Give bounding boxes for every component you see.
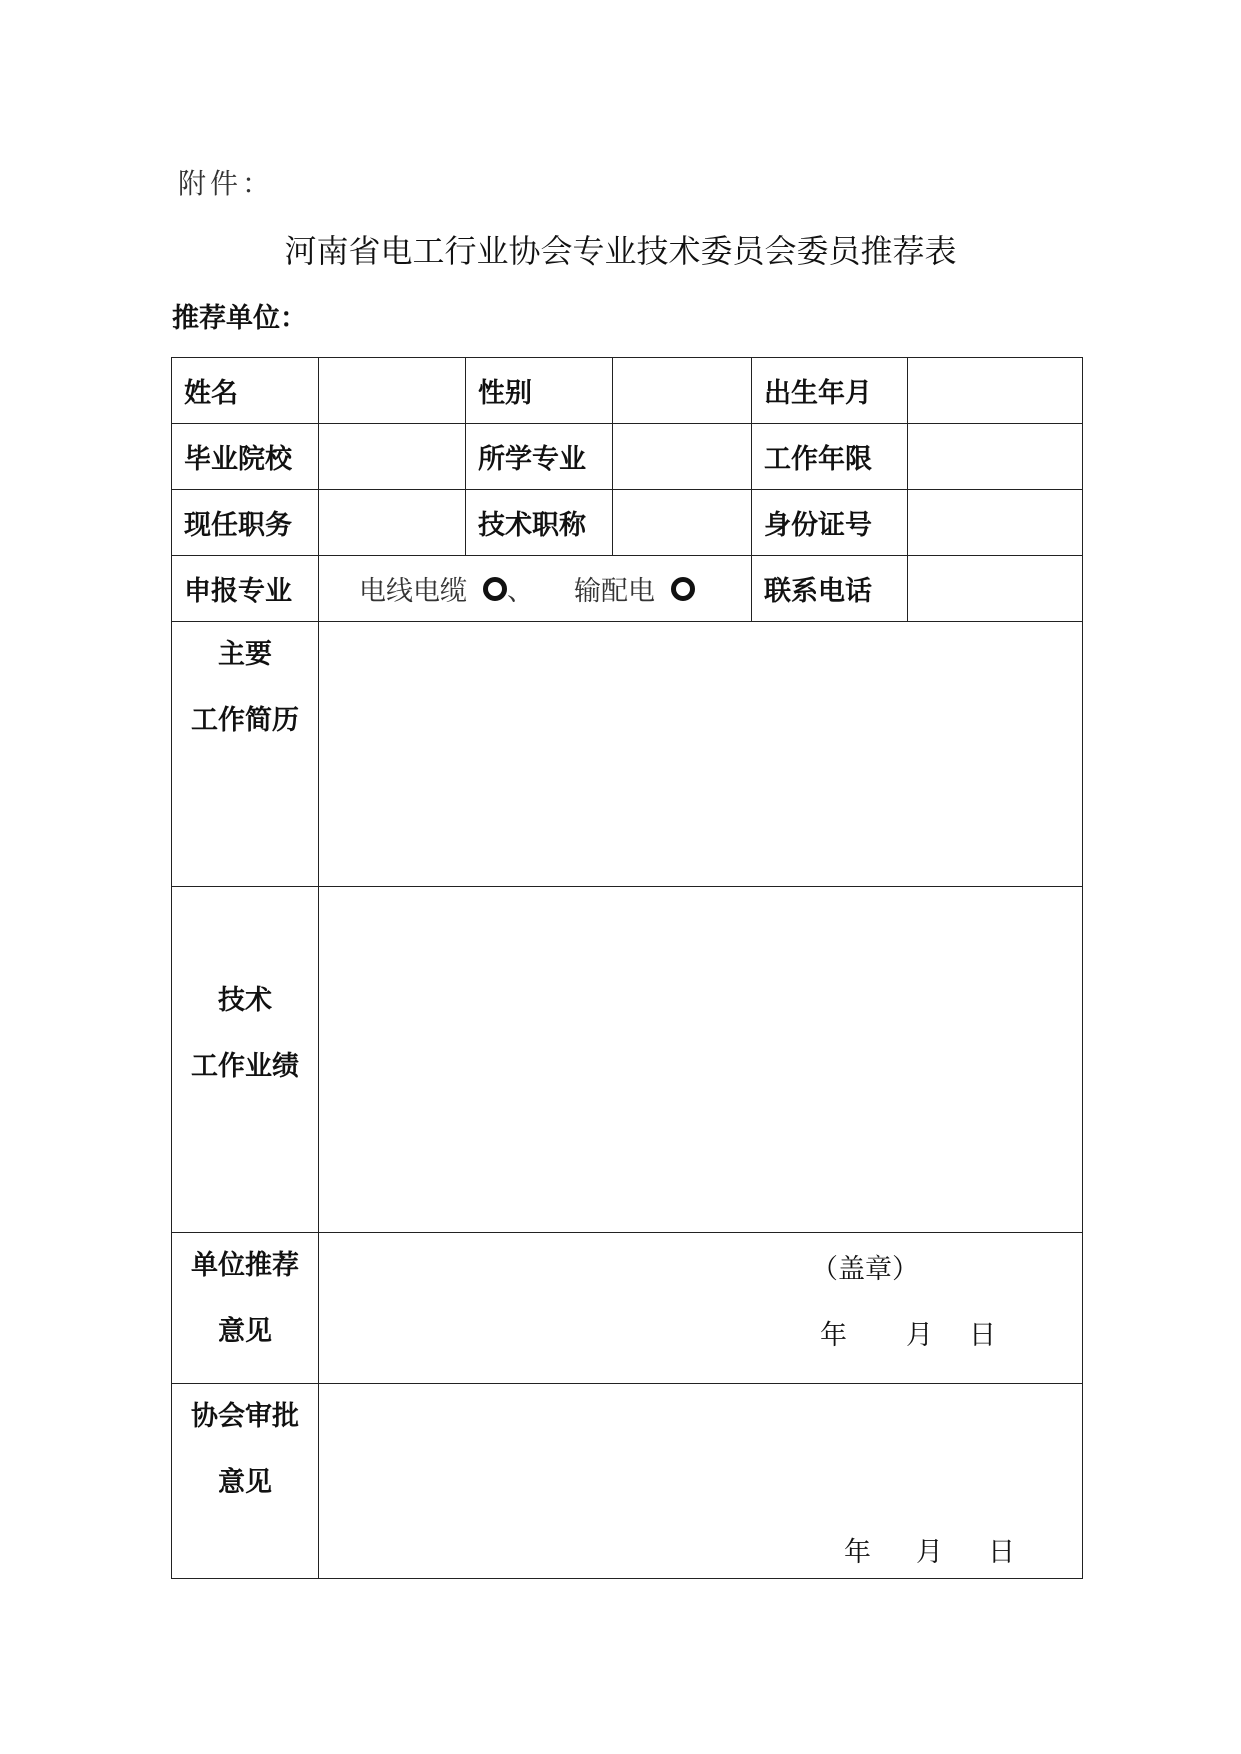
assoc-date-day: 日: [988, 1537, 1015, 1568]
unit-date-month: 月: [906, 1320, 933, 1351]
row-specialty: [172, 556, 1083, 622]
attachment-label: 附件：: [178, 167, 275, 200]
page-title: 河南省电工行业协会专业技术委员会委员推荐表: [284, 232, 957, 270]
birth-date-field[interactable]: [908, 358, 1083, 424]
phone-label: 联系电话: [752, 556, 908, 622]
row-position: [172, 490, 1083, 556]
position-field[interactable]: [319, 490, 466, 556]
birth-date-label: 出生年月: [752, 358, 908, 424]
resume-field[interactable]: [319, 622, 1083, 887]
gender-field[interactable]: [613, 358, 752, 424]
specialty-label: 申报专业: [172, 556, 319, 622]
row-education: [172, 424, 1083, 490]
work-years-label: 工作年限: [752, 424, 908, 490]
name-label: 姓名: [172, 358, 319, 424]
unit-opinion-date: [820, 1313, 996, 1352]
id-number-field[interactable]: [908, 490, 1083, 556]
association-opinion-field[interactable]: [319, 1384, 1083, 1579]
position-label: 现任职务: [172, 490, 319, 556]
option-separator: 、: [507, 576, 534, 607]
option-cable-radio[interactable]: [483, 577, 507, 601]
achievements-label-line2: 工作业绩: [191, 1050, 299, 1082]
recommendation-form-table: [171, 357, 1083, 1579]
unit-opinion-label: [172, 1233, 319, 1384]
association-opinion-label-line2: 意见: [218, 1467, 272, 1498]
assoc-date-year: 年: [844, 1537, 871, 1568]
stamp-note: （盖章）: [811, 1254, 919, 1285]
unit-date-day: 日: [969, 1320, 996, 1351]
resume-label-line1: 主要: [218, 639, 272, 670]
row-work-resume: [172, 622, 1083, 887]
school-field[interactable]: [319, 424, 466, 490]
association-opinion-label-line1: 协会审批: [191, 1401, 299, 1432]
assoc-date-month: 月: [916, 1537, 943, 1568]
resume-label: [172, 622, 319, 887]
technical-title-field[interactable]: [613, 490, 752, 556]
name-field[interactable]: [319, 358, 466, 424]
technical-title-label: 技术职称: [466, 490, 613, 556]
option-cable-label: 电线电缆: [359, 576, 467, 607]
major-field[interactable]: [613, 424, 752, 490]
row-association-opinion: [172, 1384, 1083, 1579]
achievements-label: [172, 887, 319, 1233]
association-opinion-date: [844, 1530, 1015, 1569]
option-distribution-label: 输配电: [574, 576, 655, 607]
association-opinion-label: [172, 1384, 319, 1579]
major-label: 所学专业: [466, 424, 613, 490]
achievements-field[interactable]: [319, 887, 1083, 1233]
unit-opinion-field[interactable]: [319, 1233, 1083, 1384]
row-unit-opinion: [172, 1233, 1083, 1384]
gender-label: 性别: [466, 358, 613, 424]
recommending-unit-label: 推荐单位：: [172, 303, 307, 334]
specialty-options: [319, 556, 752, 622]
unit-opinion-label-line2: 意见: [218, 1316, 272, 1347]
achievements-label-line1: 技术: [218, 984, 272, 1016]
work-years-field[interactable]: [908, 424, 1083, 490]
row-basic-info: [172, 358, 1083, 424]
school-label: 毕业院校: [172, 424, 319, 490]
resume-label-line2: 工作简历: [191, 705, 299, 736]
unit-opinion-label-line1: 单位推荐: [191, 1250, 299, 1281]
option-distribution-radio[interactable]: [671, 577, 695, 601]
row-achievements: [172, 887, 1083, 1233]
id-number-label: 身份证号: [752, 490, 908, 556]
phone-field[interactable]: [908, 556, 1083, 622]
unit-date-year: 年: [820, 1320, 847, 1351]
